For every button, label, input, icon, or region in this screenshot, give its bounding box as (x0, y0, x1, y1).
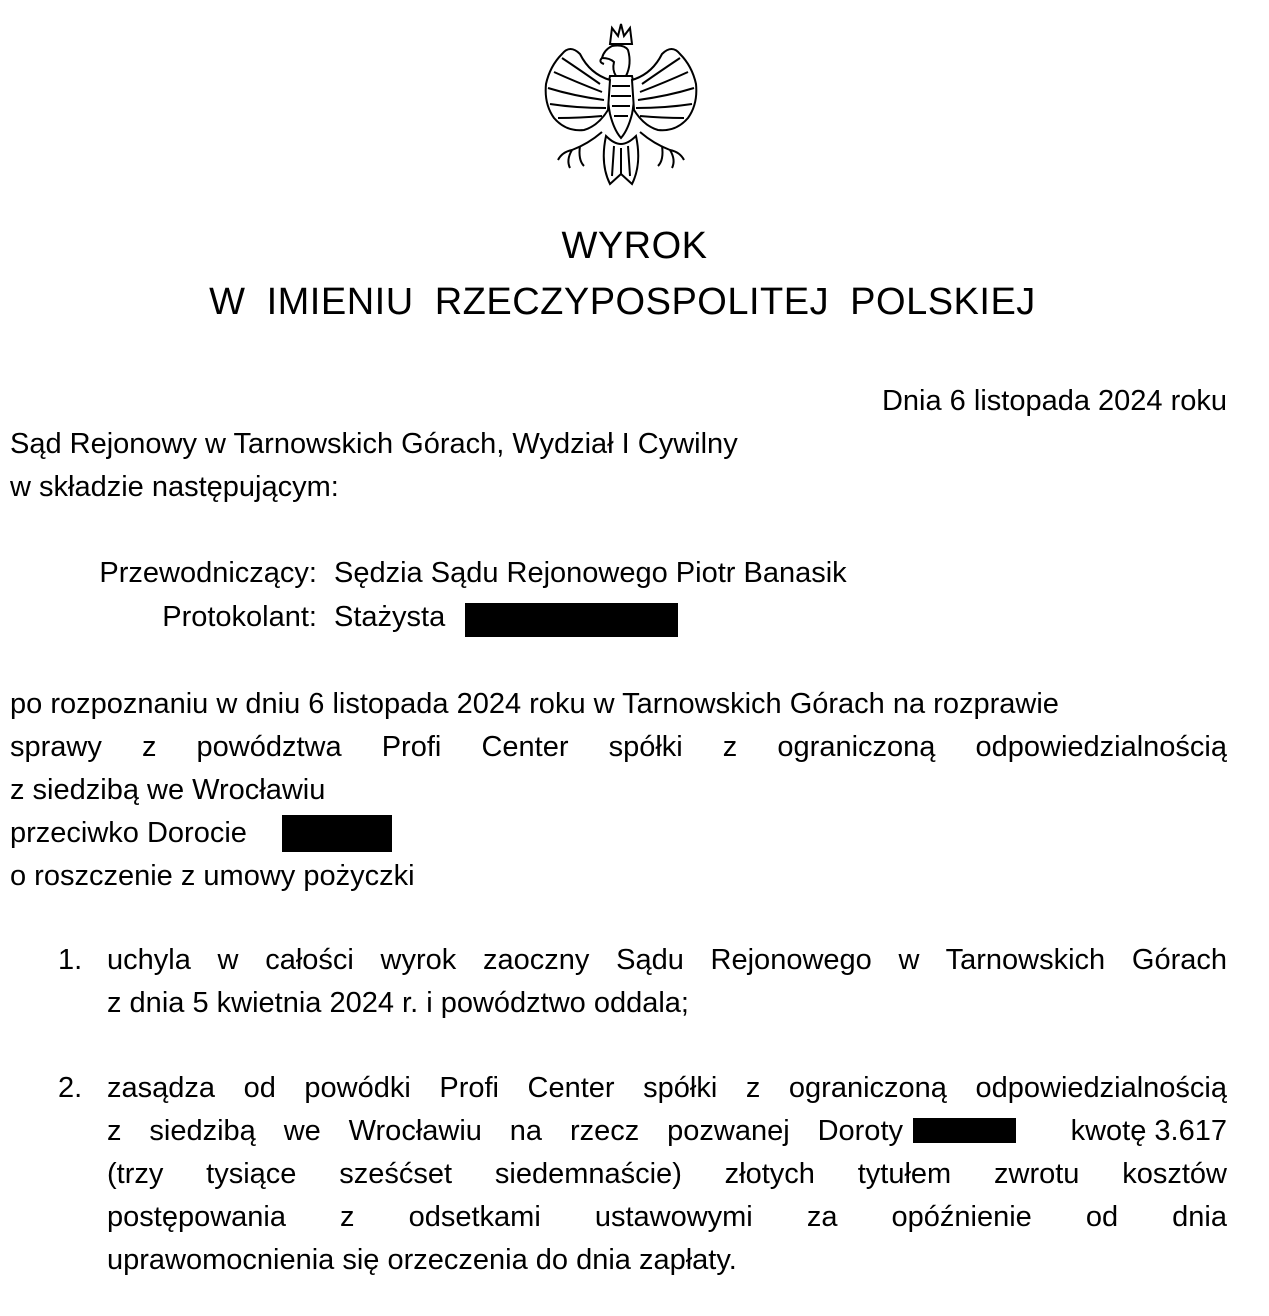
ruling-1-line-1: uchyla w całości wyrok zaoczny Sądu Rejonowego w Tarnowskich Górach (107, 944, 1227, 976)
chair-label: Przewodniczący: (99, 557, 317, 589)
emblem-eagle-icon (540, 14, 702, 190)
chair-value: Sędzia Sądu Rejonowego Piotr Banasik (334, 557, 847, 589)
ruling-2-number: 2. (58, 1072, 83, 1104)
ruling-1-line-2: z dnia 5 kwietnia 2024 r. i powództwo oddala; (107, 987, 689, 1019)
intro-line-5: o roszczenie z umowy pożyczki (10, 860, 415, 892)
intro-line-2: sprawy z powództwa Profi Center spółki z ograniczoną odpowiedzialnością (10, 731, 1227, 763)
intro-line-3: z siedzibą we Wrocławiu (10, 774, 326, 806)
clerk-value: Stażysta (334, 601, 446, 633)
ruling-2-line-5: uprawomocnienia się orzeczenia do dnia zapłaty. (107, 1244, 737, 1276)
redacted-clerk-name (465, 603, 678, 637)
intro-line-4: przeciwko Dorocie (10, 817, 247, 849)
ruling-2-line-4: postępowania z odsetkami ustawowymi za opóźnienie od dnia (107, 1201, 1227, 1233)
redacted-defendant-surname-2 (913, 1118, 1016, 1143)
intro-line-1: po rozpoznaniu w dniu 6 listopada 2024 roku w Tarnowskich Górach na rozprawie (10, 688, 1059, 720)
ruling-2-line-2: z siedzibą we Wrocławiu na rzecz pozwanej Doroty (107, 1115, 903, 1147)
clerk-label: Protokolant: (162, 601, 317, 633)
ruling-2-line-3: (trzy tysiące sześćset siedemnaście) złotych tytułem zwrotu kosztów (107, 1158, 1227, 1190)
judgment-date: Dnia 6 listopada 2024 roku (881, 385, 1227, 417)
ruling-2-amount: kwotę 3.617 (1070, 1115, 1227, 1147)
court-composition-intro: w składzie następującym: (10, 471, 339, 503)
redacted-defendant-surname (282, 815, 392, 852)
court-name: Sąd Rejonowy w Tarnowskich Górach, Wydział I Cywilny (10, 428, 738, 460)
ruling-2-line-1: zasądza od powódki Profi Center spółki z ograniczoną odpowiedzialnością (107, 1072, 1227, 1104)
ruling-1-number: 1. (58, 944, 83, 976)
document-title: WYROK (561, 225, 708, 267)
document-subtitle: W IMIENIU RZECZYPOSPOLITEJ POLSKIEJ (209, 281, 1036, 323)
